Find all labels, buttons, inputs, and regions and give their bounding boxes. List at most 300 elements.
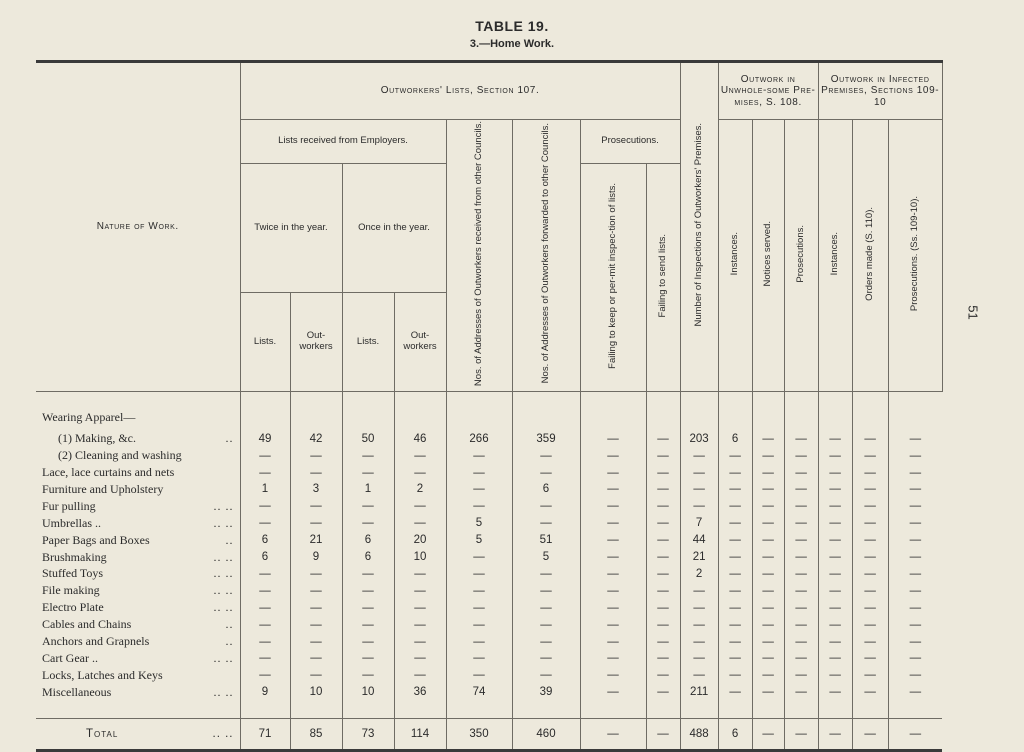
table-cell: 6 <box>240 549 290 566</box>
table-cell: — <box>580 498 646 515</box>
row-name: Cart Gear .. .. .. <box>42 650 234 665</box>
table-cell: — <box>888 481 942 498</box>
table-cell: — <box>752 464 784 481</box>
header-once-lists: Lists. <box>342 293 394 392</box>
table-cell: — <box>718 515 752 532</box>
table-cell: 6 <box>342 549 394 566</box>
table-cell: — <box>446 599 512 616</box>
header-twice-lists: Lists. <box>240 293 290 392</box>
table-cell: 6 <box>512 481 580 498</box>
row-name: Paper Bags and Boxes .. <box>42 532 234 547</box>
table-cell: — <box>852 532 888 549</box>
table-cell: — <box>342 616 394 633</box>
table-cell: — <box>888 515 942 532</box>
table-cell: — <box>752 650 784 667</box>
table-cell: — <box>240 447 290 464</box>
table-cell: — <box>290 667 342 684</box>
header-orders-made: Orders made (S. 110). <box>852 120 888 392</box>
table-cell: — <box>290 633 342 650</box>
table-cell: — <box>342 447 394 464</box>
table-cell: — <box>852 633 888 650</box>
table-cell: — <box>580 426 646 447</box>
table-cell: — <box>446 633 512 650</box>
table-cell: — <box>680 599 718 616</box>
table-cell: — <box>888 718 942 750</box>
table-cell: — <box>290 650 342 667</box>
table-cell: — <box>290 447 342 464</box>
table-cell: 46 <box>394 426 446 447</box>
table-cell: — <box>394 650 446 667</box>
table-cell: 6 <box>342 532 394 549</box>
table-cell: — <box>580 464 646 481</box>
table-cell: — <box>818 616 852 633</box>
table-cell: — <box>646 582 680 599</box>
table-cell: — <box>784 549 818 566</box>
header-once-year: Once in the year. <box>342 164 446 293</box>
table-cell: 3 <box>290 481 342 498</box>
table-cell: 44 <box>680 532 718 549</box>
table-cell: — <box>818 532 852 549</box>
table-cell: — <box>852 481 888 498</box>
table-cell: — <box>752 532 784 549</box>
table-cell: — <box>784 498 818 515</box>
table-cell: — <box>852 426 888 447</box>
table-cell: — <box>718 650 752 667</box>
header-infected-premises: Outwork in Infected Premises, Sections 109-10 <box>818 62 942 120</box>
table-cell: — <box>818 565 852 582</box>
table-cell: — <box>818 650 852 667</box>
table-cell: — <box>342 565 394 582</box>
table-cell: — <box>752 549 784 566</box>
table-cell: — <box>512 599 580 616</box>
home-work-table <box>36 60 943 752</box>
table-cell: — <box>646 532 680 549</box>
header-notices-served: Notices served. <box>752 120 784 392</box>
table-cell: — <box>818 481 852 498</box>
table-cell: 85 <box>290 718 342 750</box>
table-cell: — <box>818 515 852 532</box>
table-cell: 49 <box>240 426 290 447</box>
table-cell: — <box>580 650 646 667</box>
table-cell: 1 <box>240 481 290 498</box>
table-row <box>36 532 942 549</box>
table-cell: — <box>888 532 942 549</box>
table-cell: — <box>240 616 290 633</box>
table-cell: — <box>394 447 446 464</box>
table-cell: — <box>718 633 752 650</box>
header-inspections: Number of Inspections of Outworkers' Premises. <box>680 62 718 392</box>
table-cell: — <box>784 447 818 464</box>
table-cell: — <box>888 650 942 667</box>
table-cell: — <box>784 616 818 633</box>
row-name: Anchors and Grapnels .. <box>42 634 234 649</box>
table-cell: — <box>852 684 888 701</box>
table-cell: — <box>784 650 818 667</box>
table-cell: — <box>888 426 942 447</box>
table-cell: — <box>646 498 680 515</box>
table-cell: 6 <box>718 718 752 750</box>
table-cell: — <box>240 650 290 667</box>
table-cell: 50 <box>342 426 394 447</box>
table-title: TABLE 19. <box>475 18 549 34</box>
table-cell: — <box>718 481 752 498</box>
table-cell: — <box>818 633 852 650</box>
table-cell: — <box>446 616 512 633</box>
table-cell: 9 <box>240 684 290 701</box>
table-cell: — <box>240 582 290 599</box>
table-cell: — <box>680 633 718 650</box>
table-cell: — <box>888 464 942 481</box>
table-cell: — <box>852 616 888 633</box>
table-cell: — <box>718 582 752 599</box>
table-body <box>36 391 942 750</box>
table-cell: — <box>818 582 852 599</box>
table-cell: 350 <box>446 718 512 750</box>
table-cell: — <box>580 481 646 498</box>
table-cell: — <box>718 447 752 464</box>
row-name: Cables and Chains .. <box>42 617 234 632</box>
table-cell: — <box>752 582 784 599</box>
table-cell: — <box>290 498 342 515</box>
table-cell: 10 <box>342 684 394 701</box>
table-cell: — <box>852 515 888 532</box>
table-cell: — <box>512 582 580 599</box>
table-cell: — <box>888 599 942 616</box>
table-cell: — <box>752 667 784 684</box>
table-cell: — <box>240 633 290 650</box>
table-cell: — <box>394 464 446 481</box>
table-cell: — <box>752 565 784 582</box>
table-cell: — <box>852 549 888 566</box>
table-cell: — <box>718 549 752 566</box>
table-cell: — <box>784 481 818 498</box>
table-cell: — <box>852 565 888 582</box>
table-cell: — <box>342 464 394 481</box>
table-cell: — <box>852 447 888 464</box>
table-cell: — <box>752 498 784 515</box>
table-cell: — <box>646 549 680 566</box>
table-cell: — <box>580 565 646 582</box>
table-cell: — <box>646 447 680 464</box>
table-cell: — <box>680 650 718 667</box>
table-cell: — <box>446 565 512 582</box>
table-cell: — <box>512 498 580 515</box>
table-cell: — <box>646 426 680 447</box>
table-cell: — <box>580 549 646 566</box>
table-cell: — <box>290 515 342 532</box>
table-cell: — <box>784 667 818 684</box>
table-cell: — <box>818 426 852 447</box>
table-cell: — <box>888 667 942 684</box>
table-cell: — <box>342 498 394 515</box>
table-row <box>36 426 942 447</box>
table-cell: — <box>580 515 646 532</box>
table-cell: — <box>784 565 818 582</box>
table-cell: — <box>818 447 852 464</box>
section-heading: Wearing Apparel— <box>42 409 136 424</box>
row-name: Brushmaking .. .. <box>42 549 234 564</box>
table-cell: 10 <box>290 684 342 701</box>
row-name: File making .. .. <box>42 583 234 598</box>
table-cell: — <box>680 498 718 515</box>
table-row <box>36 498 942 515</box>
table-cell: — <box>888 549 942 566</box>
header-unwholesome-instances: Instances. <box>718 120 752 392</box>
table-cell: 5 <box>446 532 512 549</box>
table-cell: 6 <box>718 426 752 447</box>
table-subtitle: 3.—Home Work. <box>469 38 555 50</box>
header-outworkers-lists: Outworkers' Lists, Section 107. <box>240 62 680 120</box>
table-cell: — <box>818 498 852 515</box>
row-name: Electro Plate .. .. <box>42 600 234 615</box>
table-row <box>36 616 942 633</box>
table-cell: — <box>752 599 784 616</box>
table-cell: 51 <box>512 532 580 549</box>
table-row <box>36 684 942 701</box>
table-cell: — <box>818 667 852 684</box>
table-cell: 460 <box>512 718 580 750</box>
header-lists-received: Lists received from Employers. <box>240 120 446 164</box>
table-cell: — <box>240 599 290 616</box>
table-cell: — <box>718 616 752 633</box>
table-cell: — <box>818 718 852 750</box>
table-row <box>36 515 942 532</box>
table-cell: — <box>784 426 818 447</box>
table-cell: 266 <box>446 426 512 447</box>
table-cell: — <box>512 464 580 481</box>
table-cell: — <box>752 718 784 750</box>
row-name: Locks, Latches and Keys <box>42 667 163 682</box>
table-cell: — <box>512 515 580 532</box>
table-cell: — <box>580 582 646 599</box>
table-cell: 5 <box>512 549 580 566</box>
table-cell: — <box>852 464 888 481</box>
table-cell: — <box>646 481 680 498</box>
table-cell: — <box>646 599 680 616</box>
table-cell: — <box>646 650 680 667</box>
table-cell: — <box>394 599 446 616</box>
row-name: Furniture and Upholstery <box>42 481 164 496</box>
table-cell: — <box>818 684 852 701</box>
header-unwholesome-premises: Outwork in Unwhole-some Pre-mises, S. 108. <box>718 62 818 120</box>
header-infected-instances: Instances. <box>818 120 852 392</box>
table-cell: — <box>784 633 818 650</box>
table-cell: — <box>342 667 394 684</box>
table-cell: — <box>680 616 718 633</box>
table-cell: — <box>446 650 512 667</box>
table-cell: — <box>512 447 580 464</box>
table-row <box>36 599 942 616</box>
table-cell: — <box>394 582 446 599</box>
table-cell: — <box>394 667 446 684</box>
table-cell: 488 <box>680 718 718 750</box>
total-row <box>36 718 942 750</box>
table-cell: — <box>394 515 446 532</box>
table-cell: 211 <box>680 684 718 701</box>
table-cell: — <box>290 599 342 616</box>
table-cell: — <box>818 599 852 616</box>
table-cell: — <box>446 667 512 684</box>
table-cell: — <box>752 515 784 532</box>
table-cell: 1 <box>342 481 394 498</box>
table-cell: 2 <box>394 481 446 498</box>
table-cell: — <box>394 498 446 515</box>
table-cell: — <box>580 718 646 750</box>
table-row <box>36 633 942 650</box>
row-name: Fur pulling .. .. <box>42 498 234 513</box>
table-cell: — <box>784 532 818 549</box>
table-cell: — <box>818 549 852 566</box>
table-cell: — <box>888 582 942 599</box>
table-cell: 36 <box>394 684 446 701</box>
header-failing-keep: Failing to keep or per-mit inspec-tion of lists. <box>580 164 646 392</box>
header-nos-forwarded: Nos. of Addresses of Outworkers forwarded to other Councils. <box>512 120 580 392</box>
table-cell: — <box>646 565 680 582</box>
table-cell: — <box>784 684 818 701</box>
row-name: (1) Making, &c. .. <box>58 431 234 446</box>
table-cell: 9 <box>290 549 342 566</box>
table-cell: — <box>852 599 888 616</box>
table-cell: — <box>852 718 888 750</box>
table-cell: 71 <box>240 718 290 750</box>
table-cell: — <box>888 565 942 582</box>
table-cell: — <box>580 599 646 616</box>
table-cell: — <box>512 565 580 582</box>
table-cell: — <box>818 464 852 481</box>
header-failing-send: Failing to send lists. <box>646 164 680 392</box>
table-cell: — <box>888 633 942 650</box>
table-cell: — <box>394 565 446 582</box>
table-cell: — <box>752 633 784 650</box>
table-cell: 39 <box>512 684 580 701</box>
table-cell: — <box>888 616 942 633</box>
table-cell: 5 <box>446 515 512 532</box>
table-cell: — <box>342 599 394 616</box>
table-cell: 74 <box>446 684 512 701</box>
table-cell: — <box>784 515 818 532</box>
table-cell: — <box>240 515 290 532</box>
table-cell: — <box>680 464 718 481</box>
table-cell: — <box>646 616 680 633</box>
table-cell: — <box>240 464 290 481</box>
table-cell: — <box>240 667 290 684</box>
table-cell: — <box>718 498 752 515</box>
table-cell: — <box>718 464 752 481</box>
page-number: 51 <box>965 305 981 320</box>
table-cell: — <box>580 684 646 701</box>
table-cell: — <box>718 565 752 582</box>
table-cell: — <box>680 481 718 498</box>
table-cell: — <box>290 582 342 599</box>
table-cell: — <box>718 532 752 549</box>
table-cell: — <box>290 565 342 582</box>
table-cell: — <box>852 498 888 515</box>
table-cell: 73 <box>342 718 394 750</box>
table-cell: — <box>646 515 680 532</box>
table-cell: — <box>718 599 752 616</box>
table-cell: — <box>646 718 680 750</box>
table-cell: — <box>680 582 718 599</box>
table-cell: — <box>446 582 512 599</box>
row-name: Miscellaneous .. .. <box>42 684 234 699</box>
table-cell: 359 <box>512 426 580 447</box>
header-twice-year: Twice in the year. <box>240 164 342 293</box>
row-name: Umbrellas .. .. .. <box>42 515 234 530</box>
table-cell: — <box>680 447 718 464</box>
table-cell: — <box>646 464 680 481</box>
table-cell: — <box>446 498 512 515</box>
table-cell: — <box>580 616 646 633</box>
header-infected-prosecutions: Prosecutions. (Ss. 109-10). <box>888 120 942 392</box>
table-row <box>36 464 942 481</box>
table-cell: 7 <box>680 515 718 532</box>
row-name: Total .. .. <box>36 718 240 750</box>
table-cell: 42 <box>290 426 342 447</box>
table-cell: 10 <box>394 549 446 566</box>
header-nos-received: Nos. of Addresses of Outworkers received from other Councils. <box>446 120 512 392</box>
table-cell: — <box>888 498 942 515</box>
table-cell: — <box>752 447 784 464</box>
table-cell: — <box>852 650 888 667</box>
table-row <box>36 481 942 498</box>
table-cell: — <box>446 481 512 498</box>
table-cell: — <box>646 684 680 701</box>
table-cell: — <box>852 582 888 599</box>
table-row <box>36 650 942 667</box>
table-cell: — <box>888 684 942 701</box>
table-cell: — <box>512 633 580 650</box>
table-cell: — <box>646 633 680 650</box>
table-cell: — <box>512 650 580 667</box>
table-cell: 21 <box>680 549 718 566</box>
table-cell: — <box>646 667 680 684</box>
header-twice-outworkers: Out-workers <box>290 293 342 392</box>
table-row <box>36 549 942 566</box>
table-cell: 2 <box>680 565 718 582</box>
table-cell: — <box>580 447 646 464</box>
header-unwholesome-prosecutions: Prosecutions. <box>784 120 818 392</box>
table-cell: — <box>290 464 342 481</box>
header-nature-of-work: Nature of Work. <box>36 62 240 392</box>
table-row <box>36 565 942 582</box>
table-cell: — <box>342 650 394 667</box>
row-name: (2) Cleaning and washing <box>58 448 182 463</box>
table-cell: — <box>718 667 752 684</box>
row-name: Lace, lace curtains and nets <box>42 465 175 479</box>
table-cell: — <box>580 633 646 650</box>
table-cell: — <box>512 616 580 633</box>
table-cell: — <box>752 684 784 701</box>
table-cell: — <box>512 667 580 684</box>
table-cell: — <box>784 582 818 599</box>
table-cell: 21 <box>290 532 342 549</box>
table-cell: — <box>342 515 394 532</box>
table-cell: — <box>752 481 784 498</box>
table-cell: — <box>752 616 784 633</box>
table-cell: — <box>394 633 446 650</box>
table-cell: — <box>680 667 718 684</box>
table-cell: — <box>752 426 784 447</box>
table-cell: — <box>446 447 512 464</box>
table-cell: — <box>852 667 888 684</box>
table-cell: 6 <box>240 532 290 549</box>
table-cell: — <box>580 532 646 549</box>
table-cell: — <box>784 464 818 481</box>
table-row <box>36 667 942 684</box>
table-cell: 203 <box>680 426 718 447</box>
table-cell: 20 <box>394 532 446 549</box>
table-cell: 114 <box>394 718 446 750</box>
